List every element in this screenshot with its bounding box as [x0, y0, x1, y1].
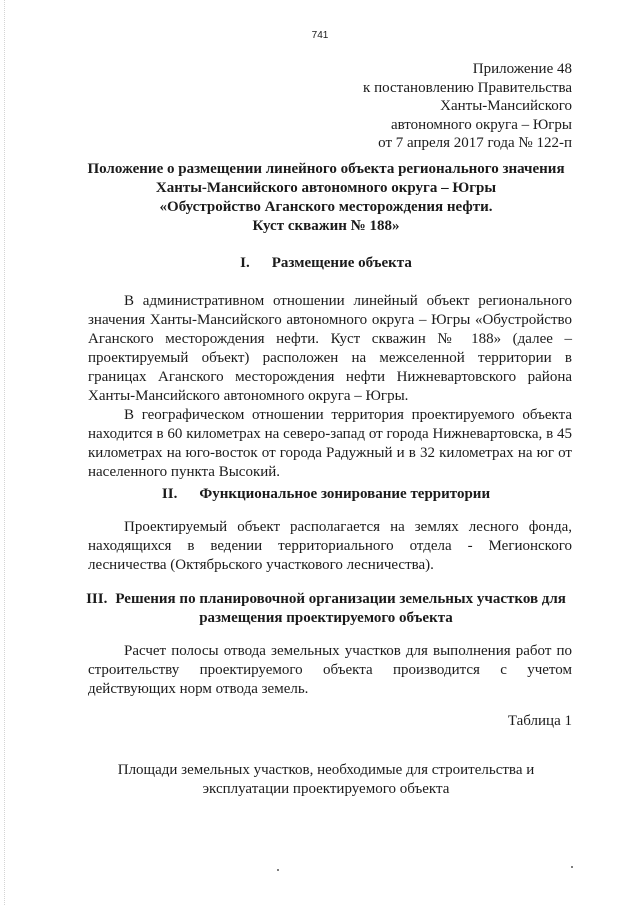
- page-number: 741: [311, 30, 329, 41]
- table-label: Таблица 1: [507, 713, 572, 729]
- section-1-heading: [70, 254, 582, 273]
- section-number: II.: [161, 486, 178, 502]
- scan-speck: [277, 869, 279, 871]
- caption-line: эксплуатации проектируемого объекта: [202, 781, 450, 797]
- paragraph: Проектируемый объект располагается на землях лесного фонда, находящихся в ведении территориального отдела - Мегионского лесничества (Октябрьского участкового лесничества).: [88, 519, 572, 573]
- title-line: Куст скважин № 188»: [252, 218, 400, 234]
- scan-margin-marks: [4, 0, 9, 905]
- table-caption: [70, 761, 582, 799]
- title-line: «Обустройство Аганского месторождения нефти.: [159, 199, 493, 215]
- section-3-heading: [70, 590, 582, 628]
- section-title: Размещение объекта: [271, 255, 412, 271]
- paragraph: В административном отношении линейный объект регионального значения Ханты-Мансийского автономного округа – Югры «Обустройство Аганского месторождения нефти. Куст скважин № 188» (далее – проектируемый объект) расположен на межселенной территории в границах Аганского месторождения нефти Нижневартовского района Ханты-Мансийского автономного округа – Югры.: [88, 293, 572, 404]
- paragraph: Расчет полосы отвода земельных участков для выполнения работ по строительству проектируемого объекта производится с учетом действующих норм отвода земель.: [88, 643, 572, 697]
- section-3-body: [88, 642, 572, 699]
- title-line: Положение о размещении линейного объекта регионального значения: [87, 161, 565, 177]
- title-line: Ханты-Мансийского автономного округа – Югры: [155, 180, 497, 196]
- appendix-line: от 7 апреля 2017 года № 122-п: [378, 135, 572, 151]
- appendix-reference: [272, 60, 572, 153]
- document-title: [70, 160, 582, 236]
- appendix-line: Ханты-Мансийского: [440, 98, 572, 114]
- section-2-heading: [70, 485, 582, 504]
- section-number: III.: [86, 591, 108, 607]
- caption-line: Площади земельных участков, необходимые для строительства и: [117, 762, 535, 778]
- section-title-continued: размещения проектируемого объекта: [199, 610, 453, 626]
- section-title: Функциональное зонирование территории: [199, 486, 491, 502]
- appendix-line: Приложение 48: [472, 61, 572, 77]
- section-title: Решения по планировочной организации земельных участков для: [115, 591, 566, 607]
- section-number: I.: [240, 255, 250, 271]
- appendix-line: автономного округа – Югры: [390, 116, 572, 133]
- appendix-line: к постановлению Правительства: [363, 79, 572, 96]
- section-2-body: [88, 518, 572, 575]
- section-1-body: [88, 292, 572, 482]
- scan-speck: [571, 866, 573, 868]
- paragraph: В географическом отношении территория проектируемого объекта находится в 60 километрах на северо-запад от города Нижневартовска, в 45 километрах на юго-восток от города Радужный и в 32 километрах на юг от населенного пункта Высокий.: [88, 407, 572, 480]
